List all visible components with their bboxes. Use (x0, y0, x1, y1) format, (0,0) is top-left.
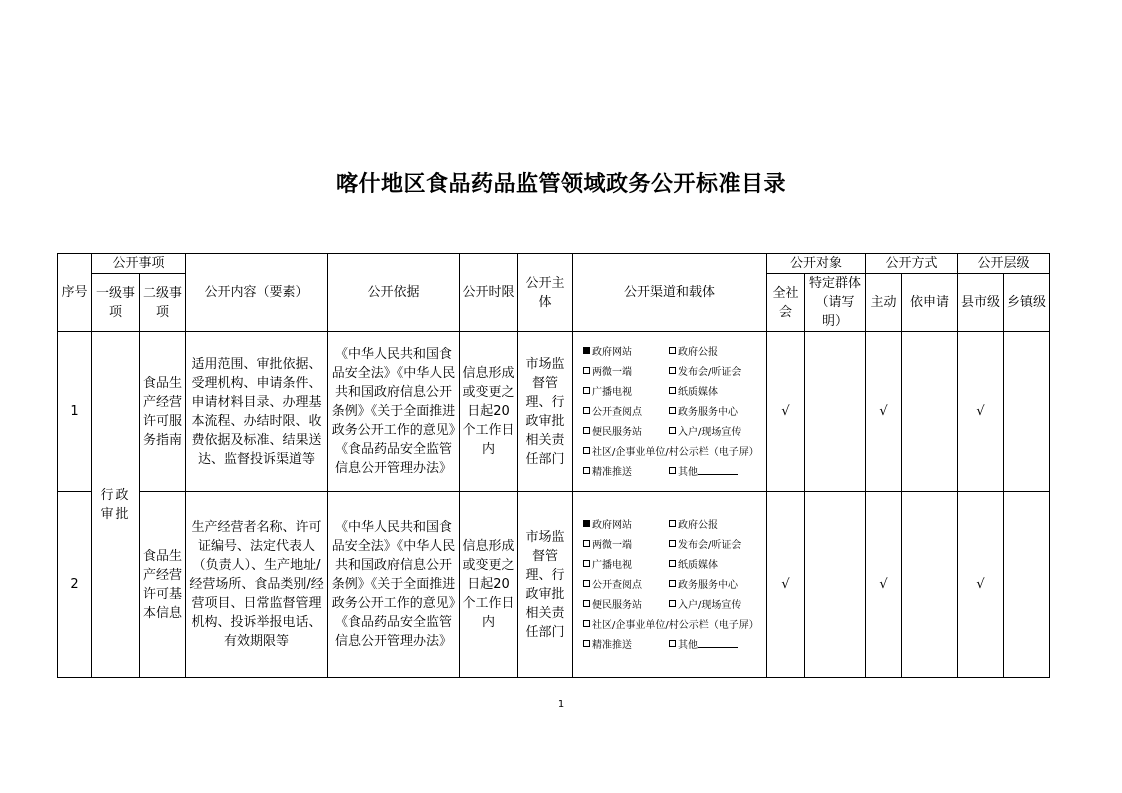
channel-radio-tv: 广播电视 (583, 556, 669, 576)
row-target-all: √ (767, 492, 805, 678)
header-basis: 公开依据 (328, 254, 460, 332)
table-row (58, 332, 1050, 492)
channel-bulletin: 社区/企事业单位/村公示栏（电子屏） (583, 443, 769, 463)
unchecked-box-icon (669, 367, 676, 374)
unchecked-box-icon (669, 600, 676, 607)
channel-gov-gazette: 政府公报 (669, 343, 769, 363)
unchecked-box-icon (669, 347, 676, 354)
channel-door: 入户/现场宣传 (669, 423, 769, 443)
unchecked-box-icon (669, 387, 676, 394)
channel-press: 发布会/听证会 (669, 536, 769, 556)
header-method: 公开方式 (866, 254, 958, 274)
channel-two-one: 两微一端 (583, 536, 669, 556)
row-tier-county: √ (958, 492, 1004, 678)
channel-gov-site: 政府网站 (583, 516, 669, 536)
channel-service-center: 政务服务中心 (669, 403, 769, 423)
row-level2: 食品生产经营许可服务指南 (140, 332, 186, 492)
row-level2: 食品生产经营许可基本信息 (140, 492, 186, 678)
unchecked-box-icon (669, 520, 676, 527)
header-level2: 二级事项 (140, 274, 186, 332)
header-items: 公开事项 (92, 254, 186, 274)
table-row (58, 492, 1050, 678)
unchecked-box-icon (669, 467, 676, 474)
header-seq: 序号 (58, 254, 92, 332)
row-subject: 市场监督管理、行政审批相关责任部门 (518, 492, 573, 678)
header-target-specific: 特定群体（请写明） (805, 274, 866, 332)
unchecked-box-icon (583, 447, 590, 454)
channel-service-center: 政务服务中心 (669, 576, 769, 596)
unchecked-box-icon (583, 560, 590, 567)
catalog-table (57, 253, 1050, 678)
channel-query-point: 公开查阅点 (583, 576, 669, 596)
unchecked-box-icon (583, 600, 590, 607)
channel-service-station: 便民服务站 (583, 596, 669, 616)
channel-bulletin: 社区/企事业单位/村公示栏（电子屏） (583, 616, 769, 636)
unchecked-box-icon (583, 407, 590, 414)
header-level1: 一级事项 (92, 274, 140, 332)
row-target-specific (805, 332, 866, 492)
row-subject: 市场监督管理、行政审批相关责任部门 (518, 332, 573, 492)
unchecked-box-icon (583, 467, 590, 474)
row-channels (573, 492, 767, 678)
unchecked-box-icon (669, 640, 676, 647)
header-target: 公开对象 (767, 254, 866, 274)
unchecked-box-icon (583, 580, 590, 587)
row-tier-county: √ (958, 332, 1004, 492)
header-method-active: 主动 (866, 274, 902, 332)
channel-paper: 纸质媒体 (669, 383, 769, 403)
header-tier-town: 乡镇级 (1004, 274, 1050, 332)
unchecked-box-icon (669, 427, 676, 434)
unchecked-box-icon (583, 540, 590, 547)
header-subject: 公开主体 (518, 254, 573, 332)
channel-door: 入户/现场宣传 (669, 596, 769, 616)
header-tier-county: 县市级 (958, 274, 1004, 332)
channel-service-station: 便民服务站 (583, 423, 669, 443)
channel-other: 其他 (669, 463, 769, 483)
unchecked-box-icon (583, 640, 590, 647)
row-method-active: √ (866, 492, 902, 678)
row-method-apply (902, 492, 958, 678)
row-target-specific (805, 492, 866, 678)
row-time-limit: 信息形成或变更之日起20个工作日内 (460, 492, 518, 678)
unchecked-box-icon (583, 387, 590, 394)
channel-two-one: 两微一端 (583, 363, 669, 383)
unchecked-box-icon (669, 560, 676, 567)
row-target-all: √ (767, 332, 805, 492)
row-content: 生产经营者名称、许可证编号、法定代表人（负责人）、生产地址/经营场所、食品类别/经营项目、日常监督管理机构、投诉举报电话、有效期限等 (186, 492, 328, 678)
header-channel: 公开渠道和载体 (573, 254, 767, 332)
header-tier: 公开层级 (958, 254, 1050, 274)
channel-query-point: 公开查阅点 (583, 403, 669, 423)
unchecked-box-icon (583, 367, 590, 374)
row-method-apply (902, 332, 958, 492)
level1-item: 行政审批 (92, 332, 140, 678)
unchecked-box-icon (583, 620, 590, 627)
checked-box-icon (583, 347, 590, 354)
channel-paper: 纸质媒体 (669, 556, 769, 576)
header-content: 公开内容（要素） (186, 254, 328, 332)
row-tier-town (1004, 332, 1050, 492)
channel-radio-tv: 广播电视 (583, 383, 669, 403)
header-target-all: 全社会 (767, 274, 805, 332)
row-method-active: √ (866, 332, 902, 492)
page-number: 1 (557, 699, 565, 710)
document-title: 喀什地区食品药品监管领域政务公开标准目录 (335, 171, 786, 197)
row-seq: 2 (58, 492, 92, 678)
channel-precise: 精准推送 (583, 636, 669, 656)
unchecked-box-icon (669, 540, 676, 547)
row-tier-town (1004, 492, 1050, 678)
row-basis: 《中华人民共和国食品安全法》《中华人民共和国政府信息公开条例》《关于全面推进政务公开工作的意见》《食品药品安全监管信息公开管理办法》 (328, 332, 460, 492)
unchecked-box-icon (669, 407, 676, 414)
row-content: 适用范围、审批依据、受理机构、申请条件、申请材料目录、办理基本流程、办结时限、收费依据及标准、结果送达、监督投诉渠道等 (186, 332, 328, 492)
row-basis: 《中华人民共和国食品安全法》《中华人民共和国政府信息公开条例》《关于全面推进政务公开工作的意见》《食品药品安全监管信息公开管理办法》 (328, 492, 460, 678)
row-seq: 1 (58, 332, 92, 492)
header-time-limit: 公开时限 (460, 254, 518, 332)
unchecked-box-icon (583, 427, 590, 434)
row-time-limit: 信息形成或变更之日起20个工作日内 (460, 332, 518, 492)
row-channels (573, 332, 767, 492)
channel-precise: 精准推送 (583, 463, 669, 483)
channel-gov-site: 政府网站 (583, 343, 669, 363)
unchecked-box-icon (669, 580, 676, 587)
channel-press: 发布会/听证会 (669, 363, 769, 383)
header-method-apply: 依申请 (902, 274, 958, 332)
channel-gov-gazette: 政府公报 (669, 516, 769, 536)
checked-box-icon (583, 520, 590, 527)
channel-other: 其他 (669, 636, 769, 656)
